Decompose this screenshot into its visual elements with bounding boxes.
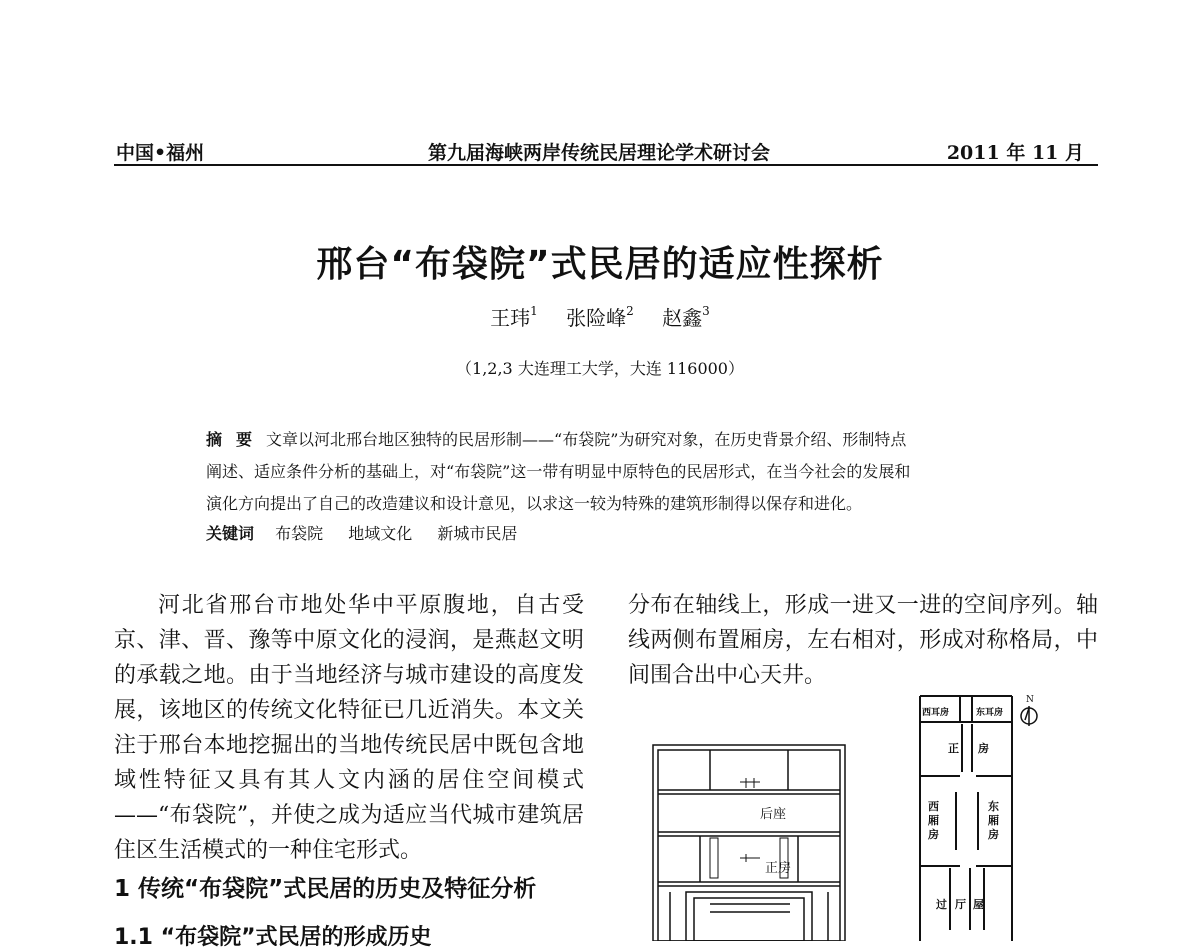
author-name: 赵鑫 [662, 306, 703, 330]
room-label-west-ear: 西耳房 [922, 708, 950, 718]
header-location: 中国•福州 [116, 142, 205, 164]
author-affil-mark: 2 [626, 304, 634, 319]
room-label-wu: 屋 [973, 898, 984, 911]
subsection-heading: 1.1 “布袋院”式民居的形成历史 [114, 925, 432, 950]
plan-walls [653, 745, 845, 941]
room-label-fang2: 房 [928, 828, 939, 841]
abstract-label: 摘要 [206, 430, 267, 449]
keyword: 地域文化 [348, 524, 413, 543]
room-label-dong: 东 [988, 800, 999, 813]
header-date: 2011 年 11 月 [946, 142, 1084, 164]
room-label-fang: 房 [978, 742, 989, 755]
room-label-guo: 过 [936, 898, 947, 911]
keyword: 布袋院 [275, 524, 324, 543]
room-label-east-ear: 东耳房 [976, 708, 1004, 718]
header-rule [114, 164, 1098, 166]
body-paragraph: 分布在轴线上，形成一进又一进的空间序列。轴线两侧布置厢房，左右相对，形成对称格局，中间围合出中心天井。 [628, 593, 1098, 688]
north-arrow [1021, 706, 1037, 726]
keywords [206, 521, 537, 544]
section-heading: 1 传统“布袋院”式民居的历史及特征分析 [114, 876, 537, 902]
body-left-column [114, 588, 584, 868]
room-label-zhengfang: 正房 [765, 861, 792, 876]
keywords-label: 关键词 [206, 524, 255, 543]
paper-title: 邢台“布袋院”式民居的适应性探析 [316, 244, 884, 285]
abstract-line: 摘要文章以河北邢台地区独特的民居形制——“布袋院”为研究对象，在历史背景介绍、形制特点 [206, 430, 907, 449]
author-list [0, 302, 1200, 331]
room-label-xiang: 厢 [928, 814, 939, 827]
header-conference: 第九届海峡两岸传统民居理论学术研讨会 [428, 142, 771, 164]
courtyard-plan-figure [650, 742, 850, 941]
budai-yuan-plan-figure [916, 690, 1046, 941]
room-label-fang3: 房 [988, 828, 999, 841]
room-label-xiang2: 厢 [988, 814, 999, 827]
north-label: N [1026, 695, 1034, 705]
author-affil-mark: 3 [702, 304, 710, 319]
author-name: 张险峰 [566, 306, 627, 330]
keyword: 新城市民居 [437, 524, 518, 543]
room-label-zheng: 正 [948, 742, 959, 755]
body-paragraph: 河北省邢台市地处华中平原腹地，自古受京、津、晋、豫等中原文化的浸润，是燕赵文明的承载之地。由于当地经济与城市建设的高度发展，该地区的传统文化特征已几近消失。本文关注于邢台本地挖掘出的当地传统民居中既包含地域性特征又具有其人文内涵的居住空间模式——“布袋院”，并使之成为适应当代城市建筑居住区生活模式的一种住宅形式。 [114, 593, 584, 863]
author-affil-mark: 1 [530, 304, 538, 319]
author-name: 王玮 [490, 306, 531, 330]
abstract-line: 演化方向提出了自己的改造建议和设计意见，以求这一较为特殊的建筑形制得以保存和进化。 [206, 494, 863, 513]
room-label-ting: 厅 [955, 898, 966, 911]
affiliation: （1,2,3 大连理工大学，大连 116000） [456, 359, 744, 378]
abstract-line: 阐述、适应条件分析的基础上，对“布袋院”这一带有明显中原特色的民居形式，在当今社会的发展和 [206, 462, 911, 481]
room-label-houzuo: 后座 [760, 807, 787, 822]
body-right-column [628, 588, 1098, 693]
room-label-xi: 西 [928, 800, 939, 813]
abstract [206, 424, 1036, 520]
